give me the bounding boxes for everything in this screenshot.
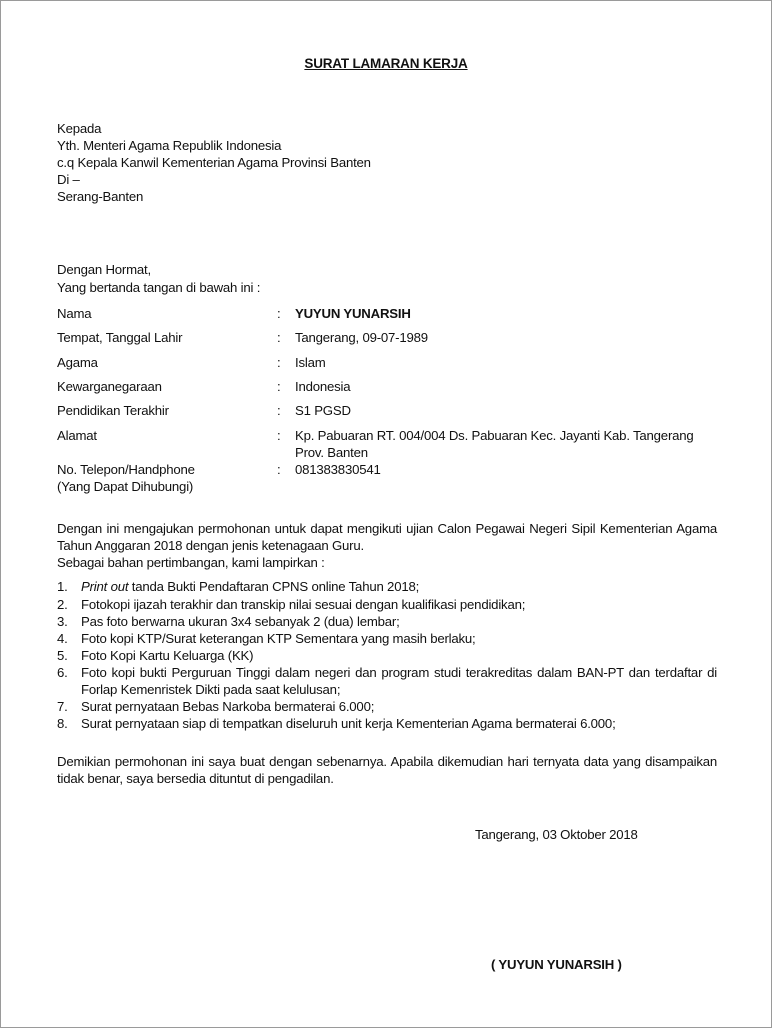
address-line: Di – — [57, 172, 80, 187]
identity-row-birth — [57, 329, 737, 346]
identity-value: Kp. Pabuaran RT. 004/004 Ds. Pabuaran Kec. Jayanti Kab. Tangerang — [295, 428, 694, 443]
list-text-italic: Print out — [81, 579, 129, 594]
address-line: Yth. Menteri Agama Republik Indonesia — [57, 138, 282, 153]
identity-colon: : — [277, 428, 281, 443]
identity-value: 081383830541 — [295, 462, 381, 477]
identity-row-name — [57, 305, 737, 322]
list-text: Fotokopi ijazah terakhir dan transkip nilai sesuai dengan kualifikasi pendidikan; — [81, 597, 526, 612]
list-text: Foto kopi bukti Perguruan Tinggi dalam negeri dan program studi terakreditas dalam BAN-PT dan terdaftar di — [81, 665, 717, 680]
signature-name: ( YUYUN YUNARSIH ) — [491, 957, 622, 972]
list-number: 4. — [57, 631, 68, 646]
identity-label: Nama — [57, 306, 92, 321]
identity-label: Tempat, Tanggal Lahir — [57, 330, 183, 345]
list-text-rest: tanda Bukti Pendaftaran CPNS online Tahun 2018; — [128, 579, 420, 594]
identity-colon: : — [277, 462, 281, 477]
list-text: Surat pernyataan Bebas Narkoba bermaterai 6.000; — [81, 699, 375, 714]
identity-colon: : — [277, 306, 281, 321]
identity-colon: : — [277, 379, 281, 394]
identity-row-religion — [57, 354, 737, 371]
identity-value: Tangerang, 09-07-1989 — [295, 330, 428, 345]
list-text: Foto kopi KTP/Surat keterangan KTP Sementara yang masih berlaku; — [81, 631, 476, 646]
identity-row-address — [57, 427, 737, 461]
body-paragraph-line2: Tahun Anggaran 2018 dengan jenis ketenagaan Guru. — [57, 538, 364, 553]
identity-label: Alamat — [57, 428, 97, 443]
identity-value-line2: Prov. Banten — [295, 445, 368, 460]
body-paragraph-line1: Dengan ini mengajukan permohonan untuk dapat mengikuti ujian Calon Pegawai Negeri Sipil Kementerian Agama — [57, 521, 717, 536]
identity-label: Agama — [57, 355, 98, 370]
list-number: 2. — [57, 597, 68, 612]
list-text-line2: Forlap Kemenristek Dikti pada saat kelulusan; — [81, 682, 341, 697]
list-number: 5. — [57, 648, 68, 663]
list-text: Pas foto berwarna ukuran 3x4 sebanyak 2 (dua) lembar; — [81, 614, 400, 629]
identity-value: YUYUN YUNARSIH — [295, 306, 411, 321]
intro-line: Yang bertanda tangan di bawah ini : — [57, 280, 261, 295]
identity-label-note: (Yang Dapat Dihubungi) — [57, 479, 194, 494]
identity-label: No. Telepon/Handphone — [57, 462, 195, 477]
identity-value: S1 PGSD — [295, 403, 351, 418]
list-number: 3. — [57, 614, 68, 629]
identity-row-education — [57, 402, 737, 419]
identity-label: Pendidikan Terakhir — [57, 403, 169, 418]
list-text: Surat pernyataan siap di tempatkan diseluruh unit kerja Kementerian Agama bermaterai 6.000; — [81, 716, 616, 731]
address-line: Serang-Banten — [57, 189, 144, 204]
closing-line2: tidak benar, saya bersedia dituntut di pengadilan. — [57, 771, 334, 786]
identity-colon: : — [277, 355, 281, 370]
identity-value: Islam — [295, 355, 326, 370]
address-line: Kepada — [57, 121, 102, 136]
identity-value: Indonesia — [295, 379, 351, 394]
address-line: c.q Kepala Kanwil Kementerian Agama Provinsi Banten — [57, 155, 371, 170]
identity-label: Kewarganegaraan — [57, 379, 162, 394]
attachments-intro: Sebagai bahan pertimbangan, kami lampirkan : — [57, 555, 325, 570]
list-number: 8. — [57, 716, 68, 731]
recipient-address — [57, 120, 371, 205]
identity-row-citizenship — [57, 378, 737, 395]
list-number: 1. — [57, 579, 68, 594]
closing-line1: Demikian permohonan ini saya buat dengan sebenarnya. Apabila dikemudian hari ternyata data yang disampaikan — [57, 754, 717, 769]
list-text — [81, 578, 419, 595]
identity-row-phone — [57, 461, 737, 495]
list-number: 7. — [57, 699, 68, 714]
identity-colon: : — [277, 403, 281, 418]
identity-colon: : — [277, 330, 281, 345]
place-date: Tangerang, 03 Oktober 2018 — [475, 827, 638, 842]
list-number: 6. — [57, 665, 68, 680]
letter-title: SURAT LAMARAN KERJA — [304, 56, 468, 71]
list-text: Foto Kopi Kartu Keluarga (KK) — [81, 648, 254, 663]
greeting: Dengan Hormat, — [57, 262, 151, 277]
